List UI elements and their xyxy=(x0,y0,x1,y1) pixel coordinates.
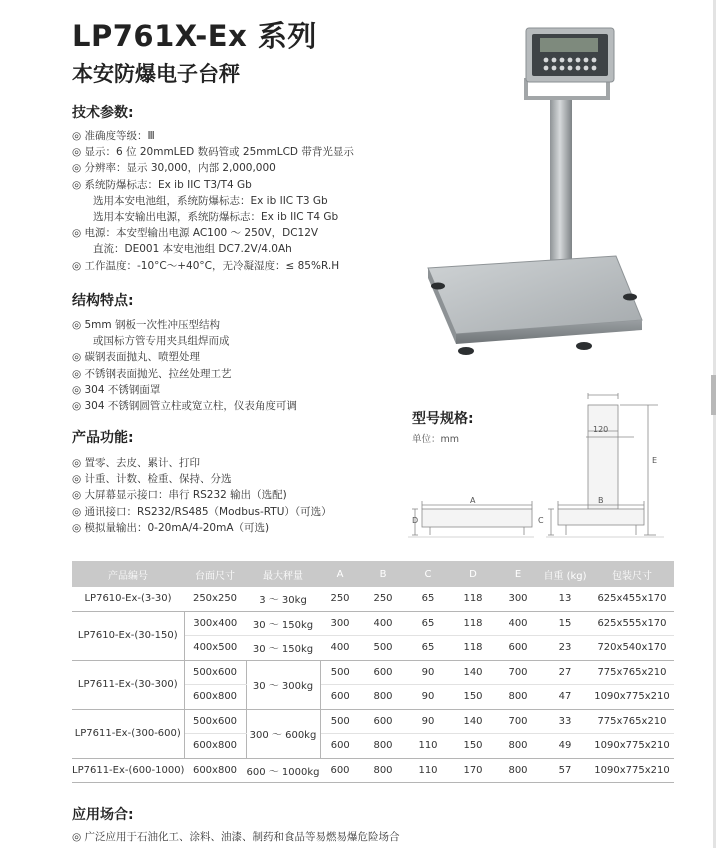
cell-size: 300x400 xyxy=(184,611,246,636)
page-title: LP761X-Ex 系列 xyxy=(72,19,317,53)
cell-weight: 47 xyxy=(540,685,590,710)
cell-size: 600x800 xyxy=(184,685,246,710)
cell-e: 800 xyxy=(496,685,540,710)
cell-capacity: 600 ～ 1000kg xyxy=(246,758,320,783)
function-item: ◎ 模拟量输出：0-20mA/4-20mA（可选) xyxy=(72,521,270,534)
cell-weight: 27 xyxy=(540,660,590,685)
tech-item: 选用本安输出电源，系统防爆标志：Ex ib IIC T4 Gb xyxy=(72,210,339,223)
cell-d: 140 xyxy=(450,709,496,734)
spec-table xyxy=(72,561,674,783)
dim-label-120: 120 xyxy=(593,425,609,434)
cell-a: 600 xyxy=(320,734,360,759)
cell-size: 500x600 xyxy=(184,660,246,685)
cell-b: 800 xyxy=(360,758,406,783)
cell-b: 250 xyxy=(360,587,406,611)
cell-e: 600 xyxy=(496,636,540,661)
cell-c: 90 xyxy=(406,709,450,734)
tech-item: ◎ 工作温度：-10°C～+40°C，无冷凝湿度：≤ 85%R.H xyxy=(72,259,340,272)
tech-item: ◎ 分辨率：显示 30,000，内部 2,000,000 xyxy=(72,162,276,175)
cell-capacity: 30 ～ 150kg xyxy=(246,636,320,661)
dim-label-e: E xyxy=(652,456,658,465)
header-cell: 最大秤量 xyxy=(246,561,320,587)
cell-model: LP7611-Ex-(600-1000) xyxy=(72,758,184,783)
cell-size: 400x500 xyxy=(184,636,246,661)
header-cell: 自重 (kg) xyxy=(540,561,590,587)
header-cell: D xyxy=(450,561,496,587)
cell-size: 250x250 xyxy=(184,587,246,611)
cell-capacity: 30 ～ 150kg xyxy=(246,611,320,636)
table-row xyxy=(72,611,674,636)
cell-model: LP7611-Ex-(300-600) xyxy=(72,709,184,758)
structure-item: ◎ 5mm 钢板一次性冲压型结构 xyxy=(72,319,220,331)
cell-b: 400 xyxy=(360,611,406,636)
structure-title: 结构特点: xyxy=(72,293,134,309)
structure-item: 或国标方管专用夹具组焊而成 xyxy=(72,335,230,348)
tech-title: 技术参数: xyxy=(72,105,134,121)
cell-a: 250 xyxy=(320,587,360,611)
dim-label-c: C xyxy=(538,516,544,525)
structure-item: ◎ 碳钢表面抛丸、喷塑处理 xyxy=(72,351,200,364)
cell-model: LP7610-Ex-(3-30) xyxy=(72,587,184,611)
table-row xyxy=(72,660,674,685)
cell-pack: 625x455x170 xyxy=(590,587,674,611)
cell-size: 600x800 xyxy=(184,734,246,759)
cell-e: 700 xyxy=(496,709,540,734)
cell-c: 90 xyxy=(406,685,450,710)
cell-weight: 23 xyxy=(540,636,590,661)
table-row xyxy=(72,587,674,611)
cell-c: 65 xyxy=(406,611,450,636)
cell-weight: 33 xyxy=(540,709,590,734)
header-cell: 包装尺寸 xyxy=(590,561,674,587)
cell-e: 800 xyxy=(496,758,540,783)
function-item: ◎ 置零、去皮、累计、打印 xyxy=(72,457,200,469)
cell-c: 90 xyxy=(406,660,450,685)
cell-c: 110 xyxy=(406,758,450,783)
cell-e: 800 xyxy=(496,734,540,759)
cell-b: 800 xyxy=(360,685,406,710)
application-text: ◎ 广泛应用于石油化工、涂料、油漆、制药和食品等易燃易爆危险场合 xyxy=(72,831,400,843)
tech-list xyxy=(72,128,354,274)
cell-weight: 15 xyxy=(540,611,590,636)
tech-item: 直流：DE001 本安电池组 DC7.2V/4.0Ah xyxy=(72,243,292,256)
tech-item: ◎ 系统防爆标志：Ex ib IIC T3/T4 Gb xyxy=(72,178,252,191)
cell-weight: 13 xyxy=(540,587,590,611)
structure-item: ◎ 不锈钢表面抛光、拉丝处理工艺 xyxy=(72,367,232,380)
dim-label-d: D xyxy=(412,516,419,525)
cell-a: 300 xyxy=(320,611,360,636)
cell-pack: 775x765x210 xyxy=(590,660,674,685)
structure-list xyxy=(72,317,297,414)
scale-product-image xyxy=(408,20,668,360)
cell-size: 600x800 xyxy=(184,758,246,783)
cell-d: 118 xyxy=(450,636,496,661)
cell-size: 500x600 xyxy=(184,709,246,734)
cell-e: 400 xyxy=(496,611,540,636)
structure-item: ◎ 304 不锈钢圆管立柱或宽立柱，仪表角度可调 xyxy=(72,399,297,412)
tech-item: 选用本安电池组，系统防爆标志：Ex ib IIC T3 Gb xyxy=(72,194,328,207)
cell-capacity: 30 ～ 300kg xyxy=(246,660,320,709)
function-list xyxy=(72,455,332,536)
cell-b: 500 xyxy=(360,636,406,661)
cell-pack: 775x765x210 xyxy=(590,709,674,734)
table-header-row xyxy=(72,561,674,587)
cell-e: 300 xyxy=(496,587,540,611)
function-title: 产品功能: xyxy=(72,430,134,446)
cell-d: 170 xyxy=(450,758,496,783)
header-cell: 产品编号 xyxy=(72,561,184,587)
cell-pack: 625x555x170 xyxy=(590,611,674,636)
table-row xyxy=(72,709,674,734)
cell-d: 150 xyxy=(450,685,496,710)
cell-c: 65 xyxy=(406,636,450,661)
cell-capacity: 300 ～ 600kg xyxy=(246,709,320,758)
cell-b: 800 xyxy=(360,734,406,759)
cell-model: LP7611-Ex-(30-300) xyxy=(72,660,184,709)
cell-pack: 1090x775x210 xyxy=(590,685,674,710)
cell-d: 140 xyxy=(450,660,496,685)
application-title: 应用场合: xyxy=(72,807,134,823)
cell-pack: 720x540x170 xyxy=(590,636,674,661)
cell-b: 600 xyxy=(360,709,406,734)
cell-e: 700 xyxy=(496,660,540,685)
model-title: 型号规格: xyxy=(412,411,474,427)
cell-pack: 1090x775x210 xyxy=(590,758,674,783)
cell-c: 65 xyxy=(406,587,450,611)
dim-label-b: B xyxy=(598,496,604,505)
unit-label: 单位：mm xyxy=(412,434,460,445)
cell-b: 600 xyxy=(360,660,406,685)
tech-item: ◎ 显示：6 位 20mmLED 数码管或 25mmLCD 带背光显示 xyxy=(72,146,354,159)
cell-model: LP7610-Ex-(30-150) xyxy=(72,611,184,660)
page-subtitle: 本安防爆电子台秤 xyxy=(72,62,240,86)
structure-item: ◎ 304 不锈钢面罩 xyxy=(72,383,161,396)
function-item: ◎ 通讯接口：RS232/RS485（Modbus-RTU）（可选） xyxy=(72,505,332,518)
header-cell: C xyxy=(406,561,450,587)
cell-d: 150 xyxy=(450,734,496,759)
cell-capacity: 3 ～ 30kg xyxy=(246,587,320,611)
page-edge-marker xyxy=(711,375,716,415)
header-cell: E xyxy=(496,561,540,587)
function-item: ◎ 大屏幕显示接口：串行 RS232 输出（选配) xyxy=(72,489,287,502)
cell-a: 500 xyxy=(320,660,360,685)
cell-a: 500 xyxy=(320,709,360,734)
cell-weight: 49 xyxy=(540,734,590,759)
cell-weight: 57 xyxy=(540,758,590,783)
header-cell: A xyxy=(320,561,360,587)
tech-item: ◎ 电源：本安型输出电源 AC100 ～ 250V，DC12V xyxy=(72,227,319,240)
tech-item: ◎ 准确度等级：Ⅲ xyxy=(72,130,155,142)
cell-a: 400 xyxy=(320,636,360,661)
table-row xyxy=(72,758,674,783)
cell-d: 118 xyxy=(450,611,496,636)
header-cell: 台面尺寸 xyxy=(184,561,246,587)
cell-pack: 1090x775x210 xyxy=(590,734,674,759)
cell-c: 110 xyxy=(406,734,450,759)
header-cell: B xyxy=(360,561,406,587)
function-item: ◎ 计重、计数、检重、保持、分选 xyxy=(72,473,232,486)
cell-d: 118 xyxy=(450,587,496,611)
cell-a: 600 xyxy=(320,758,360,783)
dim-label-a: A xyxy=(470,496,476,505)
cell-a: 600 xyxy=(320,685,360,710)
